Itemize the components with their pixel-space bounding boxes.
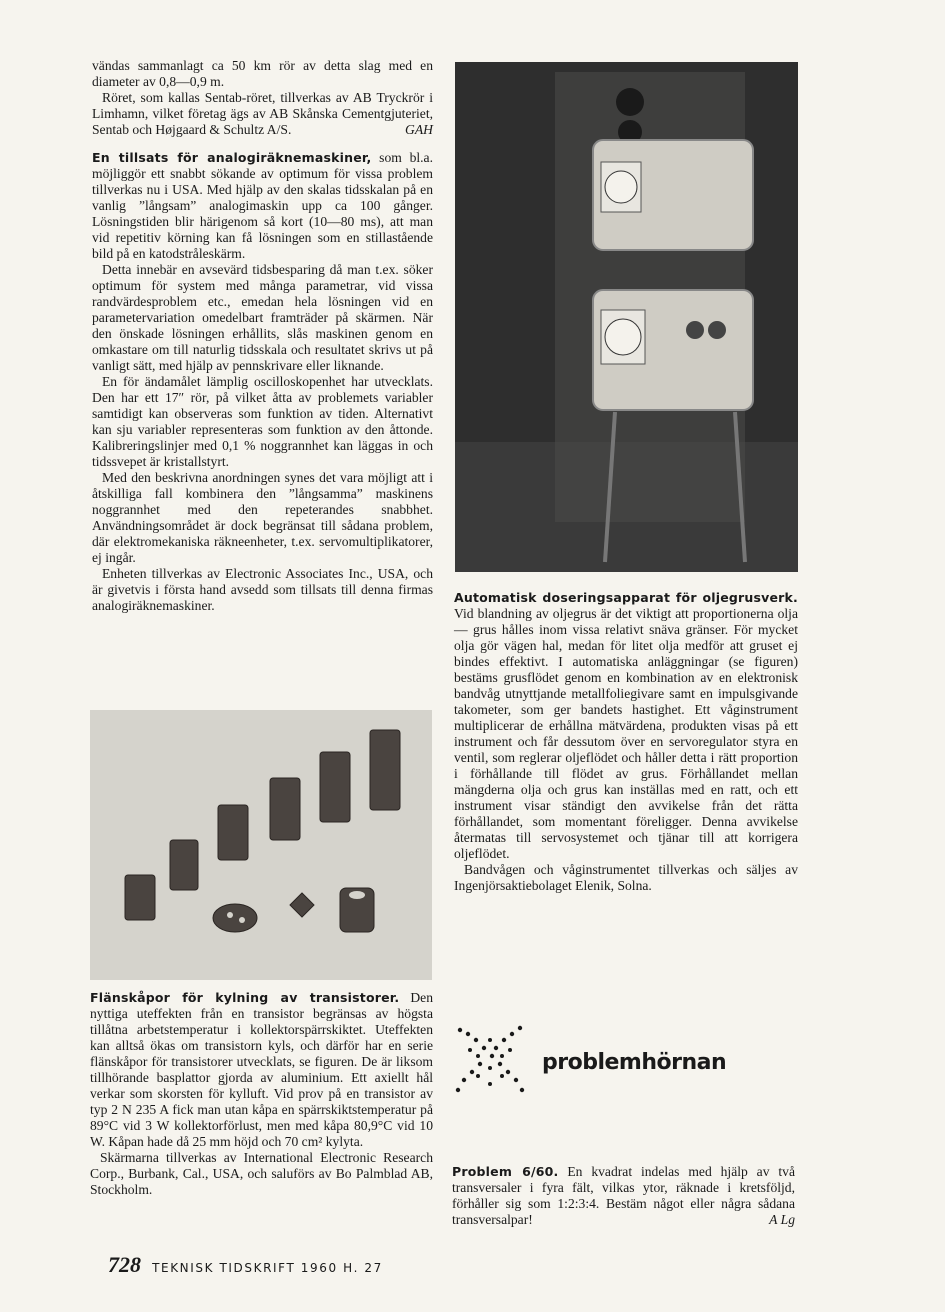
page-footer (108, 1252, 383, 1278)
paragraph-heatsink-2: Skärmarna tillverkas av International Electronic Research Corp., Burbank, Cal., USA, och saluförs av Bo Palmblad AB, Stockholm. (90, 1150, 433, 1197)
paragraph-analog-intro: En tillsats för analogiräknemaskiner, som bl.a. möjliggör ett snabbt sökande av optimum för vissa problem tillverkas nu i USA. Med hjälp av den skalas tidsskalan på en vanlig ”långsam” analogimaskin upp ca 100 gånger. Lösningstiden blir härigenom så kort (10—80 ms), att man vid repetitiv körning kan få lösningen som en stillastående bild på en katodstråleskärm. (92, 150, 433, 261)
heatsinks-illustration (90, 710, 432, 980)
paragraph-analog-5: Enheten tillverkas av Electronic Associates Inc., USA, och är givetvis i första hand avsedd som tillsats till denna firmas analogiräknemaskiner. (92, 566, 433, 613)
photo-transistor-heatsinks (90, 710, 432, 980)
photo-dosing-apparatus (455, 62, 798, 572)
problem-corner-logo-icon (450, 1020, 530, 1100)
left-column-top (92, 58, 433, 614)
page-number: 728 (108, 1252, 141, 1277)
heading-problem: Problem 6/60. (452, 1164, 559, 1179)
paragraph-dosing-1: Automatisk doseringsapparat för oljegrusverk. Vid blandning av oljegrus är det viktigt att proportionerna olja — grus hålles inom vissa relativt snäva gränser. För mycket olja gör vägen hal, medan för litet olja medför att gruset ej bindes effektivt. I automatiska anläggningar (se figuren) bestäms grusflödet genom en kombination av en elektronisk bandvåg utnyttjande metallfoliegivare samt en impulsgivande takometer, som ger bandets hastighet. Ett våginstrument multiplicerar de erhållna mätvärdena, produkten visas på ett instrument och får dessutom över en servoregulator styra en ventil, som reglerar oljeflödet och håller detta i rätt proportion i förhållande till flödet av grus. Förhållandet mellan mängderna olja och grus kan inställas med en ratt, och ett instrument visar ständigt den avvikelse från det rätta förhållandet, som momentant föreligger. Denna avvikelse återmatas till servosystemet och tjänar till att korrigera oljeflödet. (454, 590, 798, 861)
paragraph-dosing-2: Bandvågen och våginstrumentet tillverkas och säljes av Ingenjörsaktiebolaget Elenik, Solna. (454, 862, 798, 893)
right-column (454, 590, 798, 894)
signature-alg: A Lg (769, 1212, 795, 1227)
problem-block (452, 1164, 795, 1228)
problem-corner-title: problemhörnan (542, 1050, 727, 1075)
paragraph-analog-3: En för ändamålet lämplig oscilloskopenhet har utvecklats. Den har ett 17″ rör, på vilket åtta av problemets variabler samtidigt kan observeras som funktion av tiden. Alternativt kan sju variabler representeras som funktion av den åttonde. Kalibreringslinjer med 0,1 % noggrannhet kan läggas in och tidssvepet är kristallstyrt. (92, 374, 433, 469)
heading-analog-attachment: En tillsats för analogiräknemaskiner, (92, 150, 372, 165)
paragraph-problem: Problem 6/60. En kvadrat indelas med hjälp av två transversaler i fyra fält, vilkas ytor, räknade i kretsföljd, förhåller sig som 1:2:3:4. Bestäm något eller några sådana transversalpar! A Lg (452, 1164, 795, 1227)
journal-name: TEKNISK TIDSKRIFT 1960 H. 27 (152, 1261, 383, 1275)
paragraph-sentab: Röret, som kallas Sentab-röret, tillverkas av AB Tryckrör i Limhamn, vilket företag ägs av AB Skånska Cementgjuteriet, Sentab och Højgaard & Schultz A/S. GAH (92, 90, 433, 137)
paragraph-pipe-length: vändas sammanlagt ca 50 km rör av detta slag med en diameter av 0,8—0,9 m. (92, 58, 433, 89)
heading-dosing-apparatus: Automatisk doseringsapparat för oljegrusverk. (454, 590, 798, 605)
paragraph-analog-2: Detta innebär en avsevärd tidsbesparing då man t.ex. söker optimum för system med många parametrar, vid vissa randvärdesproblem etc., emedan hela lösningen vid en parametervariation omedelbart framträder på skärmen. När den önskade lösningen erhållits, slås maskinen genom en omkastare om till naturlig tidsskala och resultatet skrivs ut på vanligt sätt, med hjälp av pennskrivare eller liknande. (92, 262, 433, 373)
heading-heatsinks: Flänskåpor för kylning av transistorer. (90, 990, 400, 1005)
dosing-apparatus-illustration (455, 62, 798, 572)
paragraph-analog-4: Med den beskrivna anordningen synes det vara möjligt att i åtskilliga fall kombinera den ”långsamma” maskinens noggrannhet med den repeterandes snabbhet. Användningsområdet är dock begränsat till sådana problem, där elektromekaniska räkneenheter, t.ex. servomultiplikatorer, ej ingår. (92, 470, 433, 565)
paragraph-heatsink-1: Flänskåpor för kylning av transistorer. Den nyttiga uteffekten från en transistor begränsas av högsta tillåtna arbetstemperatur i kollektorspärrskiktet. Uteffekten kan alltså ökas om transistorn kyls, och därför har en serie flänskåpor för transistorer utvecklats, se figuren. De är liksom tillhörande basplattor gjorda av aluminium. Ett axiellt hål verkar som skorsten för kylluft. Vid prov på en transistor av typ 2 N 235 A fick man utan kåpa en spärrskiktstemperatur på 89°C vid 3 W kollektorförlust, men med kåpa 80,9°C vid 10 W. Kåpan hade då 25 mm höjd och 70 cm² kylyta. (90, 990, 433, 1149)
left-column-bottom (90, 990, 433, 1198)
signature-gah: GAH (405, 122, 433, 137)
